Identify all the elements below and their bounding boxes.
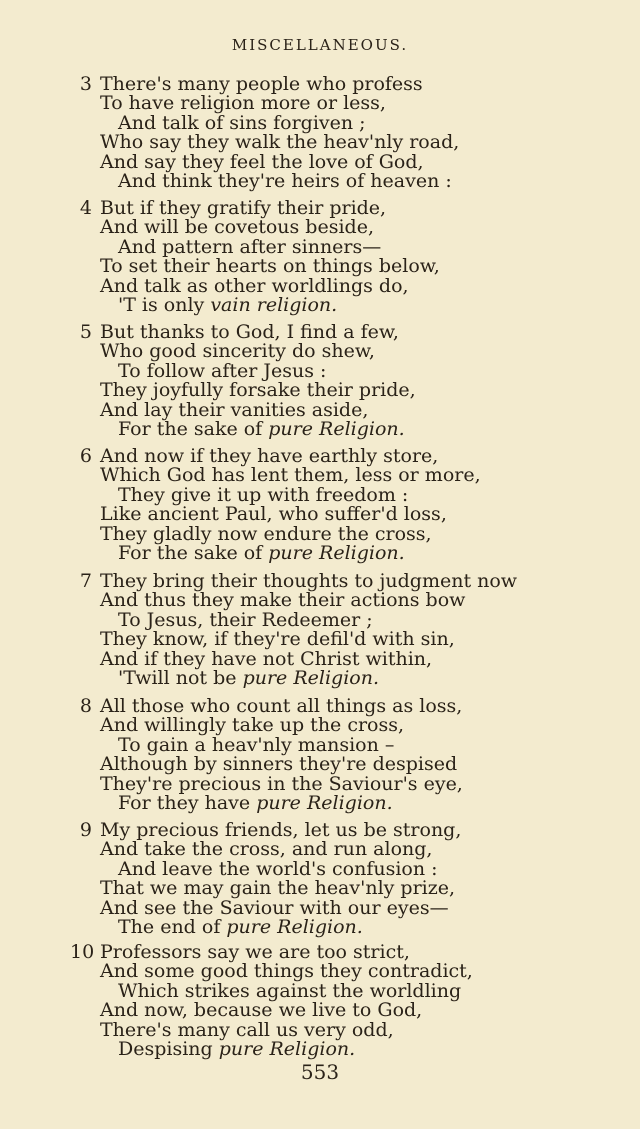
line-text: And pattern after sinners— — [118, 235, 382, 258]
verse-number: 10 — [70, 941, 95, 963]
line-text: Professors say we are too strict, — [100, 941, 410, 963]
line-text: Which strikes against the worldling — [118, 979, 462, 1002]
line-text: And leave the world's confusion : — [118, 857, 438, 880]
verse-line — [118, 172, 452, 191]
verse-line — [118, 857, 438, 880]
verse-line — [100, 840, 432, 859]
verse-line — [100, 505, 447, 524]
verse-line — [118, 669, 379, 688]
line-text: Which God has lent them, less or more, — [100, 464, 481, 487]
line-text: To have religion more or less, — [100, 92, 386, 115]
line-text: 'T is only — [118, 294, 211, 316]
line-text: And if they have not Christ within, — [100, 647, 433, 670]
line-text: And will be covetous beside, — [100, 216, 374, 239]
verse-line — [100, 150, 424, 173]
line-text: 'Twill not be — [118, 667, 243, 689]
verse-line — [100, 755, 457, 774]
line-italic-text: vain religion. — [210, 294, 338, 316]
verse-line — [100, 879, 455, 898]
line-text: And lay their vanities aside, — [100, 398, 369, 421]
verse-line — [100, 962, 473, 981]
verse-line — [100, 896, 449, 919]
line-italic-text: pure Religion. — [256, 792, 393, 814]
line-text: Like ancient Paul, who suffer'd loss, — [100, 503, 447, 526]
verse-number: 7 — [79, 570, 92, 592]
line-text: And see the Saviour with our eyes— — [100, 896, 449, 919]
line-text: But if they gratify their pride, — [100, 197, 387, 219]
line-text: And talk as other worldlings do, — [100, 274, 409, 297]
verse-line — [118, 359, 327, 382]
line-text: And now, because we live to God, — [100, 999, 423, 1022]
verse-line — [100, 716, 404, 735]
verse-line — [100, 199, 386, 218]
line-text: Who good sincerity do shew, — [100, 340, 375, 363]
verse-line — [100, 447, 438, 466]
verse-line — [118, 1040, 355, 1059]
verse-line — [100, 218, 374, 237]
verse-line — [100, 94, 386, 113]
verse-line — [100, 630, 455, 649]
verse-line — [118, 420, 405, 439]
verse-line — [100, 274, 409, 297]
line-text: All those who count all things as loss, — [100, 695, 463, 717]
verse-line — [118, 483, 409, 506]
verse-line — [100, 323, 399, 342]
line-text: And say they feel the love of God, — [100, 150, 424, 173]
running-header: MISCELLANEOUS. — [231, 36, 409, 54]
line-text: They know, if they're defil'd with sin, — [100, 628, 455, 651]
line-text: They gladly now endure the cross, — [100, 522, 432, 545]
line-text: And take the cross, and run along, — [100, 838, 433, 861]
verse-line — [100, 772, 463, 795]
verse-line — [100, 398, 369, 421]
verse-line — [118, 296, 337, 315]
verse-line — [118, 235, 382, 258]
line-text: To set their hearts on things below, — [100, 255, 440, 278]
verse-line — [118, 544, 405, 563]
line-text: That we may gain the heav'nly prize, — [100, 877, 456, 900]
line-text: For the sake of — [118, 542, 269, 564]
verse-line — [100, 381, 416, 400]
verse-line — [100, 1001, 422, 1020]
verse-line — [100, 257, 440, 276]
verse-line — [118, 918, 363, 937]
line-text: To gain a heav'nly mansion – — [118, 733, 395, 756]
verse-line — [100, 943, 410, 962]
line-text: To Jesus, their Redeemer ; — [118, 608, 373, 631]
verse-number: 9 — [79, 819, 92, 841]
verse-line — [118, 608, 373, 631]
verse-line — [100, 342, 375, 361]
verse-line — [100, 697, 462, 716]
verse-number: 4 — [79, 197, 92, 219]
line-text: My precious friends, let us be strong, — [100, 819, 462, 841]
verse-number: 3 — [79, 73, 92, 95]
verse-line — [100, 591, 465, 610]
line-text: And some good things they contradict, — [100, 960, 473, 983]
line-text: Despising — [118, 1038, 219, 1060]
verse-number: 8 — [79, 695, 92, 717]
line-text: To follow after Jesus : — [118, 359, 327, 382]
verse-line — [100, 522, 432, 545]
verse-line — [100, 572, 517, 591]
line-text: There's many people who profess — [100, 73, 423, 95]
verse-line — [118, 794, 393, 813]
verse-number: 6 — [79, 445, 92, 467]
verse-line — [118, 111, 366, 134]
line-text: Although by sinners they're despised — [100, 753, 458, 776]
line-text: There's many call us very odd, — [100, 1018, 394, 1041]
line-text: Who say they walk the heav'nly road, — [100, 131, 460, 154]
line-text: They give it up with freedom : — [118, 483, 409, 506]
verse-line — [100, 1018, 394, 1041]
page-number: 553 — [300, 1060, 340, 1084]
line-text: They're precious in the Saviour's eye, — [100, 772, 463, 795]
line-text: And willingly take up the cross, — [100, 714, 405, 737]
line-italic-text: pure Religion. — [242, 667, 379, 689]
verse-line — [100, 466, 481, 485]
verse-number: 5 — [79, 321, 92, 343]
line-text: For the sake of — [118, 418, 269, 440]
line-text: And thus they make their actions bow — [100, 589, 466, 612]
line-italic-text: pure Religion. — [218, 1038, 356, 1060]
line-italic-text: pure Religion. — [268, 542, 405, 564]
line-text: And think they're heirs of heaven : — [118, 170, 452, 192]
verse-line — [118, 979, 462, 1002]
line-text: They bring their thoughts to judgment now — [100, 570, 518, 592]
line-text: They joyfully forsake their pride, — [100, 379, 416, 402]
line-text: And talk of sins forgiven ; — [118, 111, 366, 134]
line-text: The end of — [118, 916, 227, 938]
line-text: And now if they have earthly store, — [100, 445, 439, 467]
line-text: For they have — [118, 792, 257, 814]
verse-line — [118, 733, 395, 756]
verse-line — [100, 647, 433, 670]
line-italic-text: pure Religion. — [226, 916, 363, 938]
line-text: But thanks to God, I find a few, — [100, 321, 399, 343]
verse-line — [100, 75, 423, 94]
verse-line — [100, 821, 461, 840]
line-italic-text: pure Religion. — [268, 418, 405, 440]
verse-line — [100, 133, 459, 152]
